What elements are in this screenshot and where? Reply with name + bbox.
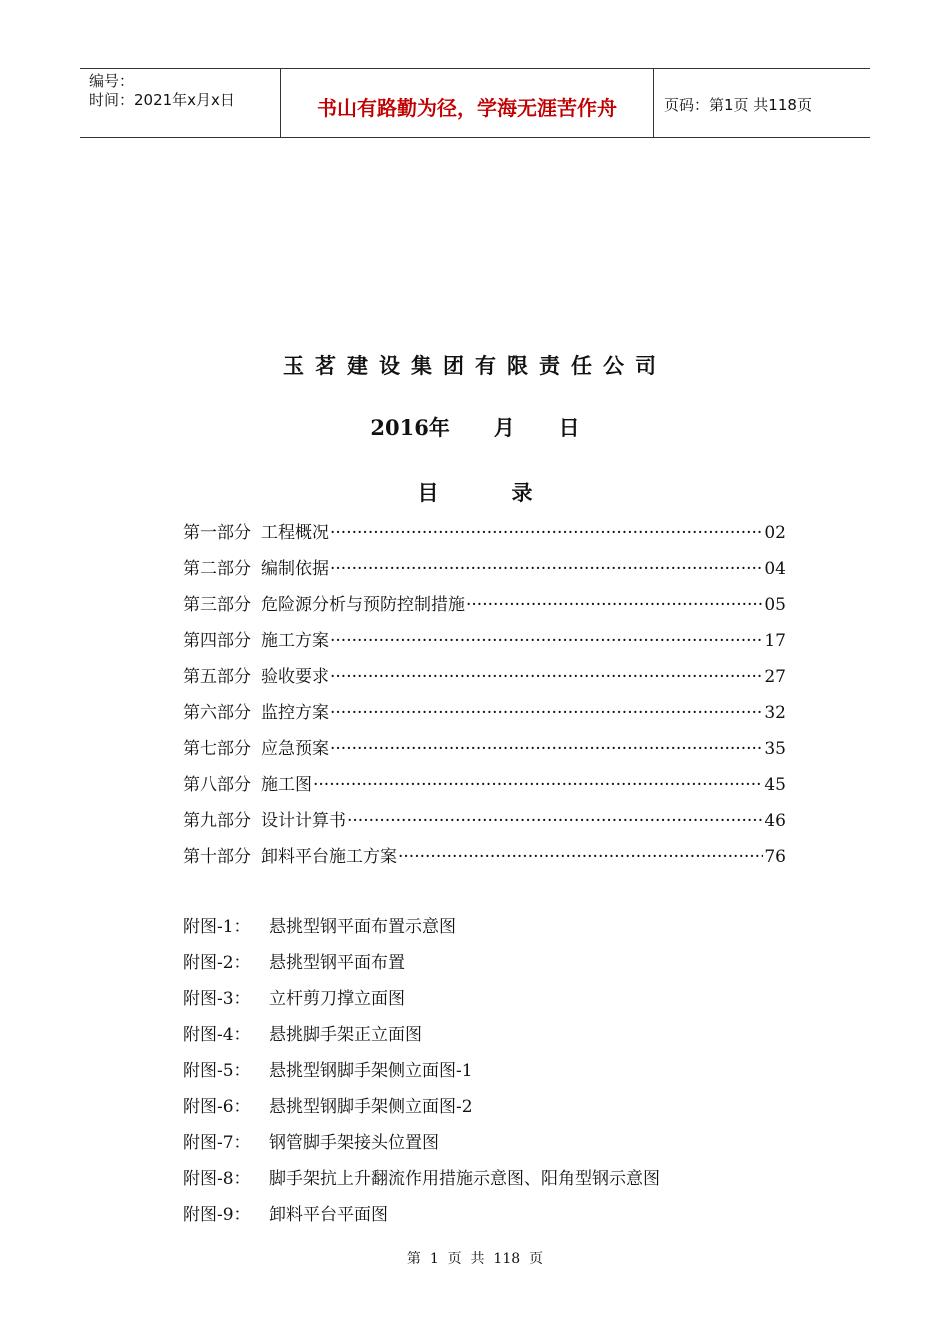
figure-entry-label: 附图-5：	[183, 1061, 251, 1081]
toc-entry-part: 第六部分	[183, 703, 251, 723]
figure-entry	[183, 916, 803, 952]
figure-entry	[183, 952, 803, 988]
figure-entry	[183, 988, 803, 1024]
figure-entry-title: 悬挑脚手架正立面图	[269, 1025, 422, 1045]
toc-entry-part: 第一部分	[183, 523, 251, 543]
figure-entry	[183, 1060, 803, 1096]
toc-entry-page: 45	[764, 775, 786, 795]
toc-entry-page: 35	[764, 739, 786, 759]
figure-entry-title: 悬挑型钢脚手架侧立面图-2	[269, 1097, 473, 1117]
figure-entry	[183, 1024, 803, 1060]
table-of-contents	[183, 522, 786, 882]
figure-entry	[183, 1096, 803, 1132]
toc-entry[interactable]	[183, 810, 786, 846]
document-date: 2016年 月 日	[370, 415, 580, 440]
toc-entry-leader	[330, 738, 763, 760]
toc-entry-leader	[466, 594, 763, 616]
figure-entry-label: 附图-7：	[183, 1133, 251, 1153]
toc-entry-title: 工程概况	[261, 523, 329, 543]
toc-entry-leader	[330, 630, 763, 652]
figure-entry-label: 附图-1：	[183, 917, 251, 937]
toc-entry-page: 76	[764, 847, 786, 867]
document-time-label: 时间：2021年x月x日	[89, 91, 235, 109]
header-table	[80, 68, 870, 138]
toc-entry-leader	[330, 702, 763, 724]
toc-entry[interactable]	[183, 558, 786, 594]
company-name: 玉茗建设集团有限责任公司	[283, 353, 667, 378]
toc-entry-part: 第三部分	[183, 595, 251, 615]
toc-entry-part: 第五部分	[183, 667, 251, 687]
toc-entry[interactable]	[183, 738, 786, 774]
header-page-code: 页码：第1页 共118页	[664, 96, 812, 114]
figure-entry-title: 悬挑型钢平面布置示意图	[269, 917, 456, 937]
toc-entry-page: 46	[764, 811, 786, 831]
toc-entry-leader	[398, 846, 763, 868]
toc-entry-leader	[347, 810, 763, 832]
header-page-cell	[654, 69, 870, 137]
toc-entry[interactable]	[183, 846, 786, 882]
figure-list	[183, 916, 803, 1240]
page-footer: 第 1 页 共 118 页	[406, 1251, 544, 1267]
figure-entry-label: 附图-4：	[183, 1025, 251, 1045]
figure-entry-label: 附图-9：	[183, 1205, 251, 1225]
toc-entry-part: 第四部分	[183, 631, 251, 651]
toc-entry-title: 卸料平台施工方案	[261, 847, 397, 867]
figure-entry	[183, 1204, 803, 1240]
toc-entry-title: 验收要求	[261, 667, 329, 687]
header-info-cell	[80, 69, 281, 137]
figure-entry-title: 立杆剪刀撑立面图	[269, 989, 405, 1009]
toc-entry-page: 02	[764, 523, 786, 543]
figure-entry-title: 悬挑型钢平面布置	[269, 953, 405, 973]
toc-entry-title: 应急预案	[261, 739, 329, 759]
figure-entry-title: 悬挑型钢脚手架侧立面图-1	[269, 1061, 473, 1081]
toc-entry[interactable]	[183, 666, 786, 702]
toc-entry-leader	[313, 774, 763, 796]
figure-entry	[183, 1132, 803, 1168]
toc-entry-page: 05	[764, 595, 786, 615]
toc-entry-title: 危险源分析与预防控制措施	[261, 595, 465, 615]
toc-entry[interactable]	[183, 630, 786, 666]
toc-entry-part: 第九部分	[183, 811, 251, 831]
figure-entry-title: 脚手架抗上升翻流作用措施示意图、阳角型钢示意图	[269, 1169, 660, 1189]
toc-entry-title: 监控方案	[261, 703, 329, 723]
toc-entry-page: 04	[764, 559, 786, 579]
toc-entry-title: 设计计算书	[261, 811, 346, 831]
toc-title: 目 录	[417, 480, 533, 505]
toc-entry-page: 17	[764, 631, 786, 651]
toc-entry-leader	[330, 522, 763, 544]
toc-entry-title: 施工方案	[261, 631, 329, 651]
figure-entry-label: 附图-3：	[183, 989, 251, 1009]
toc-entry-part: 第八部分	[183, 775, 251, 795]
figure-entry-label: 附图-6：	[183, 1097, 251, 1117]
header-motto: 书山有路勤为径，学海无涯苦作舟	[317, 96, 617, 120]
toc-entry-page: 27	[764, 667, 786, 687]
figure-entry-title: 卸料平台平面图	[269, 1205, 388, 1225]
toc-entry-part: 第十部分	[183, 847, 251, 867]
figure-entry-title: 钢管脚手架接头位置图	[269, 1133, 439, 1153]
toc-entry-part: 第二部分	[183, 559, 251, 579]
toc-entry[interactable]	[183, 522, 786, 558]
toc-entry-title: 编制依据	[261, 559, 329, 579]
toc-entry-leader	[330, 666, 763, 688]
toc-entry[interactable]	[183, 702, 786, 738]
document-number-label: 编号：	[89, 72, 135, 90]
figure-entry	[183, 1168, 803, 1204]
header-motto-cell	[281, 69, 654, 137]
toc-entry-page: 32	[764, 703, 786, 723]
toc-entry-part: 第七部分	[183, 739, 251, 759]
toc-entry-leader	[330, 558, 763, 580]
toc-entry[interactable]	[183, 594, 786, 630]
toc-entry-title: 施工图	[261, 775, 312, 795]
figure-entry-label: 附图-2：	[183, 953, 251, 973]
figure-entry-label: 附图-8：	[183, 1169, 251, 1189]
toc-entry[interactable]	[183, 774, 786, 810]
